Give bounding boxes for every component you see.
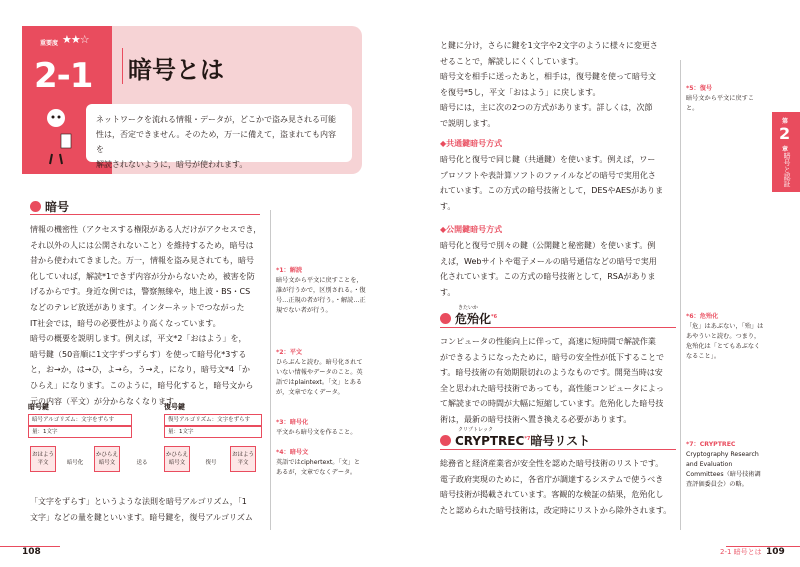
body-line: などのテレビ放送があります。インターネットでつながった [30, 302, 245, 312]
note-title: *4：暗号文 [276, 449, 309, 456]
encryption-key-label: 暗号鍵 [28, 403, 49, 411]
body-line: 暗号文を相手に送ったあと，相手は，復号鍵を使って暗号文 [440, 72, 656, 82]
public-key-heading: ◆公開鍵暗号方式 [440, 225, 503, 234]
send-arrow: 送る [136, 460, 148, 466]
body-line: それ以外の人には公開されないこと）を維持するため，暗号は [30, 240, 254, 250]
heading-underline [440, 449, 676, 450]
encryption-algorithm: 暗号アルゴリズム：文字をずらす [28, 414, 132, 426]
note-2 [276, 348, 366, 398]
heading-underline [30, 214, 260, 215]
body-line: 暗号には，主に次の2つの方式があります。詳しくは，次節 [440, 103, 653, 113]
margin-rule [270, 210, 271, 530]
mascot-icon [34, 96, 78, 166]
body-line: 元の内容（平文）が分からなくなります。 [30, 396, 182, 406]
page-number-right: 109 [766, 547, 785, 557]
note-7 [686, 440, 766, 490]
note-body: ひらぶんと読む。暗号化されていない情報やデータのこと。英語ではplaintext。「文」とあるが，文章でなくデータ。 [276, 359, 363, 396]
heading-sup: *6 [491, 314, 498, 320]
note-6 [686, 312, 766, 362]
note-title: *3：暗号化 [276, 419, 309, 426]
compromise-body [440, 334, 676, 428]
chapter-suffix: 章 [782, 146, 789, 153]
body-line: IT社会では，暗号の必要性がより高くなっています。 [30, 318, 221, 328]
body-line: 化していれば，解読*1できず内容が分からないため，被害を防 [30, 271, 255, 281]
body-line: を復号*5し，平文「おはよう」に戻します。 [440, 87, 601, 97]
note-body: 「危」はあぶない，「殆」はあやういと読む。つまり，危殆化は「とてもあぶなくなること」。 [686, 323, 764, 360]
body-line: プロソフトや表計算ソフトのファイルなどの暗号で実用化さ [440, 170, 656, 180]
note-body: 暗号文から平文に戻すことを，誰が行うかで，区別される。・復号…正規の者が行う。・解読…正規でない者が行う。 [276, 277, 366, 314]
chapter-title: 暗号と認証 [783, 152, 791, 187]
bullet-icon [440, 313, 451, 324]
body-line: れています。この方式の暗号技術として，DESやAESがありま [440, 186, 664, 196]
note-body: Cryptography Research and Evaluation Committees（暗号技術調査評価委員会）の略。 [686, 451, 761, 488]
body-line: 化されています。この方式の暗号技術として，RSAがありま [440, 272, 656, 282]
note-4 [276, 448, 366, 478]
body-line: 昔から使われてきました。万一，情報を盗み見されても，暗号 [30, 256, 254, 266]
body-line: ができるようになったために，暗号の安全性が低下することで [440, 352, 664, 362]
body-paragraph-2 [30, 494, 262, 525]
note-3 [276, 418, 366, 438]
body-line: ひらえ」になります。このように，暗号化すると，暗号文から [30, 380, 254, 390]
body-line: コンピュータの性能向上に伴って，高速に短時間で解読作業 [440, 337, 656, 346]
plaintext-doc-restored: おはよう平文 [230, 446, 256, 472]
ciphertext-doc-received: かひらえ暗号文 [164, 446, 190, 472]
decrypt-arrow: 復号 [205, 460, 217, 466]
body-line: 暗号化と復号で別々の鍵（公開鍵と秘密鍵）を使います。例 [440, 241, 656, 250]
body-line: げるからです。身近な例では，警察無線や，地上波・BS・CS [30, 287, 251, 297]
page-number-left: 108 [22, 547, 41, 557]
heading-cipher [30, 198, 69, 215]
body-line: て解読までの時間が大幅に短縮しています。危殆化した暗号技 [440, 399, 664, 409]
section-number: 2-1 [34, 56, 93, 96]
body-line: と，お→か，は→ひ，よ→ら，う→え，になり，暗号文*4「か [30, 365, 251, 375]
encryption-amount: 量：1文字 [28, 426, 132, 438]
importance-stars-icon: ★★☆ [62, 33, 89, 46]
intro-line: ネットワークを流れる情報・データが，どこかで盗み見される可能 [96, 115, 336, 124]
section-title: 暗号とは [128, 56, 224, 84]
body-line: で説明します。 [440, 118, 496, 128]
note-body: 暗号文から平文に戻すこと。 [686, 95, 755, 112]
public-key-body [440, 238, 676, 300]
heading-ruby: クリプトレック [458, 427, 493, 433]
note-1 [276, 266, 366, 316]
body-line: 文字」などの量を鍵といいます。暗号鍵を，復号アルゴリズム [30, 512, 253, 522]
intro-line: 性は，否定できません。そのため，万一に備えて，盗まれても内容を [96, 130, 336, 154]
note-body: 英語ではciphertext。「文」とあるが，文章でなくデータ。 [276, 459, 361, 476]
body-paragraph-1 [30, 222, 262, 409]
body-line: 暗号の概要を説明します。例えば，平文*2「おはよう」を， [30, 334, 247, 344]
body-line: 電子政府実現のために，各省庁が調達するシステムで使うべき [440, 474, 664, 484]
running-footer: 2-1 暗号とは [720, 548, 762, 556]
heading-cryptrec [440, 432, 590, 449]
chapter-tab [772, 112, 800, 192]
right-page [400, 0, 800, 567]
note-body: 平文から暗号文を作ること。 [276, 429, 357, 436]
note-title: *6：危殆化 [686, 313, 719, 320]
note-title: *1：解読 [276, 267, 303, 274]
chapter-label: 第 [782, 118, 789, 125]
importance-label: 重要度 [40, 40, 59, 47]
ciphertext-doc: かひらえ暗号文 [94, 446, 120, 472]
header-divider [122, 48, 123, 84]
body-line: 情報の機密性（アクセスする権限がある人だけがアクセスでき， [30, 225, 262, 234]
cryptrec-body [440, 456, 676, 518]
heading-compromise [440, 310, 497, 327]
note-title: *5：復号 [686, 85, 713, 92]
common-key-heading: ◆共通鍵暗号方式 [440, 139, 503, 148]
heading-ruby: きたいか [458, 305, 479, 311]
chapter-number: 2 [779, 124, 791, 143]
body-line: 暗号鍵（50音順に1文字ずつずらす）を使って暗号化*3する [30, 349, 247, 359]
plaintext-doc: おはよう平文 [30, 446, 56, 472]
heading-text: 危殆化 [455, 312, 492, 326]
body-line: と鍵に分け，さらに鍵を1文字や2文字のように様々に変更さ [440, 41, 658, 50]
body-line: す。暗号技術の有効期限切れのようなものです。開発当時は安 [440, 368, 663, 378]
intro-line: 解読されないように，暗号が使われます。 [96, 160, 248, 169]
body-line: たと認められた暗号技術は，改定時にリストから除外されます。 [440, 505, 672, 515]
body-top [440, 38, 676, 132]
body-line: 「文字をずらす」というような法則を暗号アルゴリズム，「1 [30, 497, 247, 506]
heading-text: 暗号 [45, 200, 70, 214]
body-line: せることで，解読しにくくしています。 [440, 56, 584, 66]
heading-sup: *7 [524, 436, 531, 442]
body-line: 総務省と経済産業省が安全性を認めた暗号技術のリストです。 [440, 459, 664, 468]
decryption-key-label: 復号鍵 [164, 403, 185, 411]
body-line: す。 [440, 287, 456, 297]
body-line: 全と思われた暗号技術であっても，高性能コンピュータによっ [440, 383, 664, 393]
note-title: *2：平文 [276, 349, 303, 356]
common-key-body [440, 152, 676, 214]
decryption-algorithm: 復号アルゴリズム：文字をずらす [164, 414, 262, 426]
encrypt-arrow: 暗号化 [66, 460, 84, 466]
encryption-diagram [24, 400, 264, 480]
heading-text: CRYPTREC [455, 434, 525, 448]
intro-box [86, 104, 352, 169]
body-line: す。 [440, 201, 456, 211]
bullet-icon [440, 435, 451, 446]
body-line: 暗号化と復号で同じ鍵（共通鍵）を使います。例えば，ワー [440, 155, 656, 164]
note-title: *7：CRYPTREC [686, 441, 736, 448]
body-line: えば，Webサイトや電子メールの暗号通信などの暗号で実用 [440, 256, 657, 266]
heading-suffix: 暗号リスト [530, 434, 591, 448]
bullet-icon [30, 201, 41, 212]
heading-underline [440, 327, 676, 328]
body-line: 術は，最新の暗号技術へ置き換える必要があります。 [440, 414, 632, 424]
body-line: 暗号技術が掲載されています。客観的な検証の結果，危殆化し [440, 490, 664, 500]
margin-rule [680, 60, 681, 530]
decryption-amount: 量：1文字 [164, 426, 262, 438]
note-5 [686, 84, 766, 114]
